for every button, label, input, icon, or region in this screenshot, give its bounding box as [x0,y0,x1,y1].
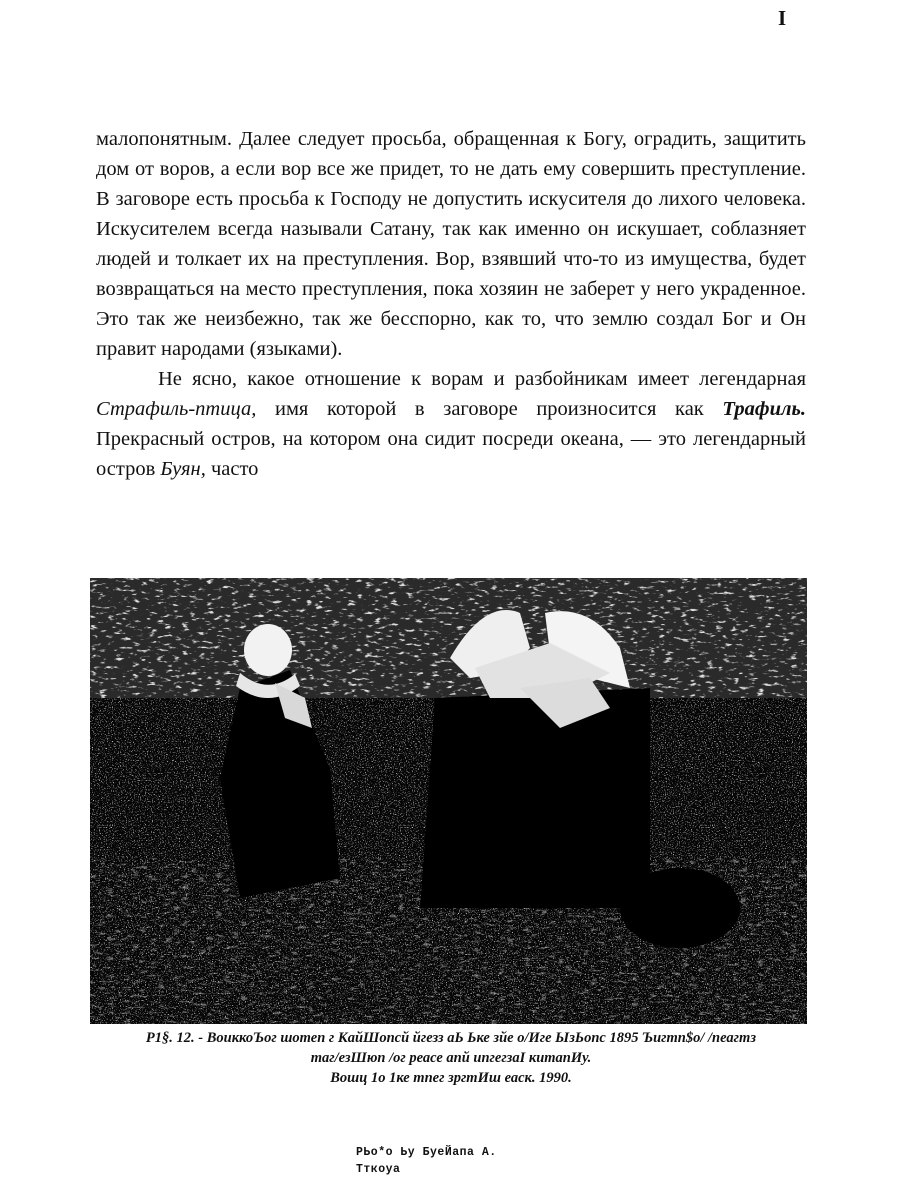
photo-women-in-field [90,578,807,1024]
credit-line-1: РЬо*о Ьу БуеЙапа А. [356,1146,497,1159]
page-number: I [778,6,787,30]
figure-photo [90,578,807,1024]
caption-line-1: Р1§. 12. - ВоиккоЪог шотеп г КайШопсй йгезз аЬ Ьке зйе о/Иге ЫзЬопс 1895 Ъигтп$о/ /пеагтз [145,1030,757,1046]
photo-credit [356,1144,497,1178]
paragraph-1: малопонятным. Далее следует просьба, обращенная к Богу, оградить, защитить дом от воров, а если вор все же придет, то не дать ему совершить преступление. В заговоре есть просьба к Господу не допустить искусителя до лихого человека. Искусителем всегда называли Сатану, так как именно он искушает, соблазняет людей и толкает их на преступления. Вор, взявший что-то из имущества, будет возвращаться на место преступления, пока хозяин не заберет у него украденное. Это так же неизбежно, так же бесспорно, как то, что землю создал Бог и Он правит народами (языками). [96,128,806,360]
caption-line-2: таг/езШюп /ог реасе апй ипгегзаI китапИу. [310,1050,592,1066]
paragraph-2 [96,364,806,484]
paragraph-2-text-4: часто [205,458,259,480]
term-buyan: Буян, [160,458,206,480]
term-trafil: Трафиль. [722,398,806,420]
caption-line-3: Вошц 1о 1ке тпег зргтИш еаск. 1990. [330,1070,572,1086]
body-text [96,124,806,484]
paragraph-2-text-1: Не ясно, какое отношение к ворам и разбойникам имеет легендарная [158,368,806,390]
paragraph-2-text-3: Прекрасный остров, на котором она сидит посреди океана, — это легендарный остров [96,428,806,480]
credit-line-2: Тткоуа [356,1163,401,1176]
term-strafil-bird: Страфиль-птица, [96,398,257,420]
figure-caption [96,1028,806,1088]
paragraph-2-text-2: имя которой в заговоре произносится как [256,398,723,420]
